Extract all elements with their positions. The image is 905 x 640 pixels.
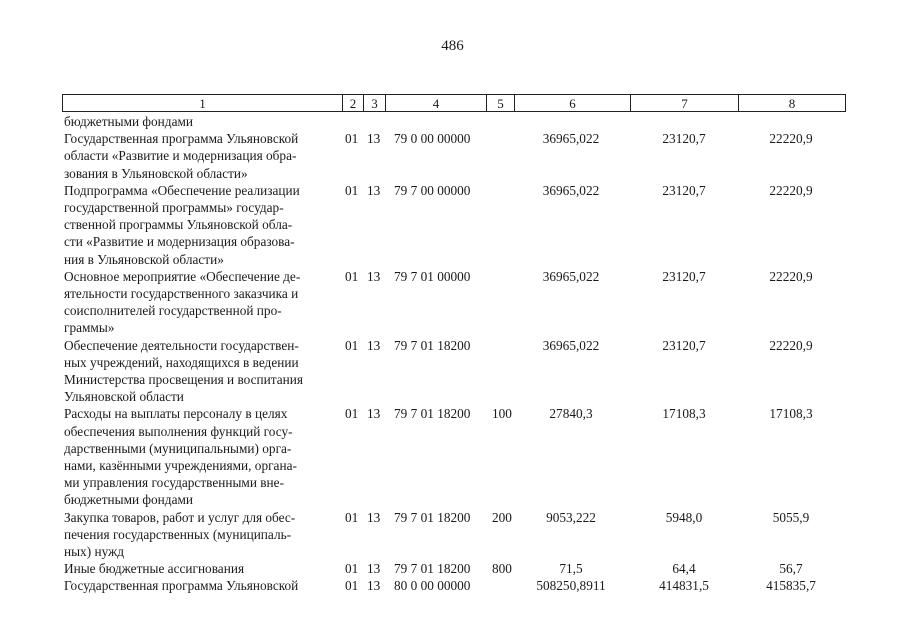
row-name-line: Расходы на выплаты персоналу в целях — [64, 406, 288, 422]
cell-c2: 01 — [345, 268, 359, 284]
cell-c3: 13 — [367, 131, 381, 147]
table-body — [0, 113, 905, 595]
cell-c7: 23120,7 — [662, 268, 706, 284]
cell-c8: 22220,9 — [769, 337, 813, 353]
row-name-line: Подпрограмма «Обеспечение реализации — [64, 182, 300, 198]
header-col-2: 2 — [342, 94, 364, 112]
table-row — [0, 577, 905, 594]
row-name-line: печения государственных (муниципаль- — [64, 526, 292, 542]
row-name-line: нами, казёнными учреждениями, органа- — [64, 457, 297, 473]
cell-c7: 414831,5 — [659, 578, 709, 594]
row-name — [64, 577, 336, 594]
cell-c3: 13 — [367, 337, 381, 353]
cell-c2: 01 — [345, 131, 359, 147]
table-row — [0, 130, 905, 182]
cell-c4: 79 7 01 18200 — [394, 561, 471, 577]
row-name — [64, 268, 336, 337]
row-name-line: обеспечения выполнения функций госу- — [64, 423, 293, 439]
cell-c8: 56,7 — [779, 561, 803, 577]
cell-c3: 13 — [367, 268, 381, 284]
header-col-4: 4 — [385, 94, 487, 112]
row-name-line: бюджетными фондами — [64, 114, 193, 129]
row-name — [64, 130, 336, 182]
cell-c8: 5055,9 — [772, 509, 810, 525]
row-name-line: соисполнителей государственной про- — [64, 303, 282, 319]
row-name-line: Иные бюджетные ассигнования — [64, 561, 245, 577]
row-name-line: Закупка товаров, работ и услуг для обес- — [64, 509, 296, 525]
row-name — [64, 337, 336, 406]
cell-c3: 13 — [367, 578, 381, 594]
row-name-line: Обеспечение деятельности государствен- — [64, 337, 299, 353]
cell-c3: 13 — [367, 406, 381, 422]
cell-c3: 13 — [367, 509, 381, 525]
row-name-line: ятельности государственного заказчика и — [64, 285, 299, 301]
header-col-7: 7 — [630, 94, 739, 112]
cell-c2: 01 — [345, 578, 359, 594]
cell-c7: 17108,3 — [662, 406, 706, 422]
row-name — [64, 405, 336, 508]
cell-c4: 79 7 01 18200 — [394, 406, 471, 422]
row-name — [64, 509, 336, 561]
cell-c4: 80 0 00 00000 — [394, 578, 471, 594]
cell-c8: 22220,9 — [769, 182, 813, 198]
cell-c2: 01 — [345, 561, 359, 577]
table-row — [0, 182, 905, 268]
header-col-8: 8 — [738, 94, 846, 112]
row-name-line: ния в Ульяновской области» — [64, 251, 224, 267]
row-name-line: бюджетными фондами — [64, 492, 193, 508]
row-name — [64, 182, 336, 268]
cell-c8: 17108,3 — [769, 406, 813, 422]
row-name-line: Ульяновской области — [64, 389, 184, 405]
header-col-1: 1 — [62, 94, 343, 112]
row-name-line: ственной программы Ульяновской обла- — [64, 217, 293, 233]
row-name-line: Основное мероприятие «Обеспечение де- — [64, 268, 301, 284]
table-row — [0, 509, 905, 561]
cell-c5: 200 — [492, 509, 512, 525]
cell-c3: 13 — [367, 561, 381, 577]
cell-c6: 36965,022 — [542, 337, 600, 353]
table-row — [0, 405, 905, 508]
table-row — [0, 560, 905, 577]
row-name — [64, 113, 336, 130]
cell-c6: 27840,3 — [549, 406, 593, 422]
row-name-line: ных учреждений, находящихся в ведении — [64, 354, 299, 370]
row-name — [64, 560, 336, 577]
cell-c8: 22220,9 — [769, 131, 813, 147]
cell-c4: 79 0 00 00000 — [394, 131, 471, 147]
row-name-line: ми управления государственными вне- — [64, 475, 284, 491]
cell-c2: 01 — [345, 509, 359, 525]
cell-c7: 64,4 — [672, 561, 696, 577]
cell-c6: 36965,022 — [542, 131, 600, 147]
row-name-line: области «Развитие и модернизация обра- — [64, 148, 297, 164]
table-header — [62, 94, 846, 112]
table-row — [0, 337, 905, 406]
cell-c5: 100 — [492, 406, 512, 422]
row-name-line: дарственными (муниципальными) орга- — [64, 440, 292, 456]
table-row — [0, 268, 905, 337]
cell-c7: 5948,0 — [665, 509, 703, 525]
cell-c6: 71,5 — [559, 561, 583, 577]
header-col-6: 6 — [514, 94, 631, 112]
header-col-3: 3 — [363, 94, 386, 112]
cell-c3: 13 — [367, 182, 381, 198]
row-name-line: граммы» — [64, 320, 115, 336]
cell-c2: 01 — [345, 182, 359, 198]
table-row — [0, 113, 905, 130]
cell-c6: 508250,8911 — [536, 578, 606, 594]
cell-c7: 23120,7 — [662, 182, 706, 198]
cell-c4: 79 7 00 00000 — [394, 182, 471, 198]
cell-c6: 36965,022 — [542, 182, 600, 198]
cell-c4: 79 7 01 18200 — [394, 337, 471, 353]
cell-c4: 79 7 01 00000 — [394, 268, 471, 284]
cell-c2: 01 — [345, 406, 359, 422]
header-col-5: 5 — [486, 94, 515, 112]
cell-c6: 36965,022 — [542, 268, 600, 284]
row-name-line: Государственная программа Ульяновской — [64, 131, 299, 147]
page-number: 486 — [441, 38, 464, 54]
row-name-line: государственной программы» государ- — [64, 199, 284, 215]
cell-c4: 79 7 01 18200 — [394, 509, 471, 525]
cell-c7: 23120,7 — [662, 131, 706, 147]
row-name-line: Государственная программа Ульяновской — [64, 578, 299, 594]
cell-c7: 23120,7 — [662, 337, 706, 353]
row-name-line: зования в Ульяновской области» — [64, 165, 248, 181]
cell-c5: 800 — [492, 561, 512, 577]
cell-c8: 22220,9 — [769, 268, 813, 284]
row-name-line: ных) нужд — [64, 543, 124, 559]
cell-c6: 9053,222 — [546, 509, 596, 525]
row-name-line: сти «Развитие и модернизация образова- — [64, 234, 295, 250]
row-name-line: Министерства просвещения и воспитания — [64, 371, 303, 387]
cell-c8: 415835,7 — [766, 578, 816, 594]
cell-c2: 01 — [345, 337, 359, 353]
